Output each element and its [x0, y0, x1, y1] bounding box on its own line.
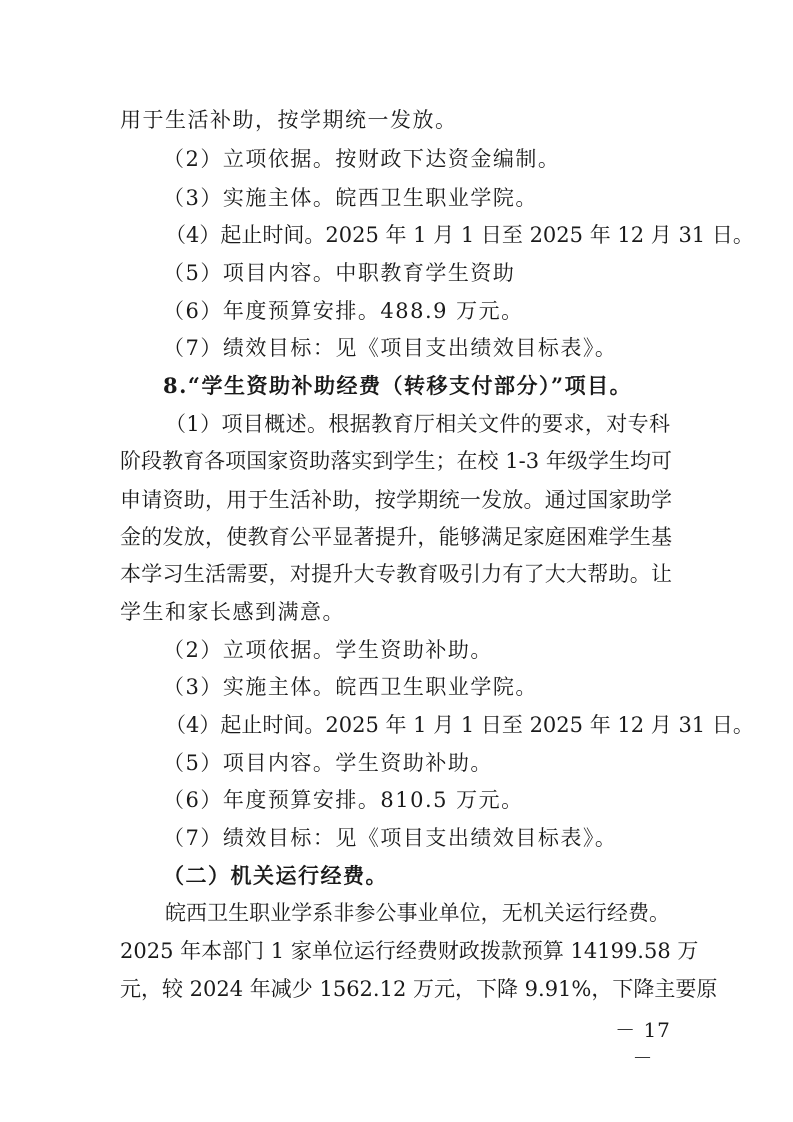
body-line: 申请资助，用于生活补助，按学期统一发放。通过国家助学 — [120, 488, 672, 512]
body-line: （7）绩效目标：见《项目支出绩效目标表》。 — [163, 336, 618, 360]
body-line: 2025 年本部门 1 家单位运行经费财政拨款预算 14199.58 万 — [120, 939, 699, 963]
body-line: 阶段教育各项国家资助落实到学生；在校 1-3 年级学生均可 — [120, 449, 672, 473]
body-line: （2）立项依据。学生资助补助。 — [163, 638, 493, 662]
body-line: （4）起止时间。2025 年 1 月 1 日至 2025 年 12 月 31 日。 — [165, 223, 754, 247]
body-line: 金的发放，使教育公平显著提升，能够满足家庭困难学生基 — [120, 525, 672, 549]
body-line: （5）项目内容。学生资助补助。 — [163, 751, 493, 775]
body-line: （6）年度预算安排。488.9 万元。 — [163, 299, 524, 323]
body-line: 学生和家长感到满意。 — [120, 600, 345, 624]
subsection-heading: （二）机关运行经费。 — [163, 863, 388, 888]
page-number: － 17 － — [615, 1018, 671, 1070]
body-line: 皖西卫生职业学系非参公事业单位，无机关运行经费。 — [165, 901, 670, 925]
body-line: （3）实施主体。皖西卫生职业学院。 — [163, 675, 538, 699]
body-line: 用于生活补助，按学期统一发放。 — [120, 108, 458, 132]
body-line: （6）年度预算安排。810.5 万元。 — [163, 788, 524, 812]
body-line: （3）实施主体。皖西卫生职业学院。 — [163, 186, 538, 210]
section-heading: 8.“学生资助补助经费（转移支付部分）”项目。 — [163, 373, 633, 398]
body-line: （2）立项依据。按财政下达资金编制。 — [163, 147, 561, 171]
body-line: （5）项目内容。中职教育学生资助 — [163, 261, 516, 285]
body-line: （1）项目概述。根据教育厅相关文件的要求，对专科 — [165, 412, 670, 436]
body-line: （7）绩效目标：见《项目支出绩效目标表》。 — [163, 826, 618, 850]
body-line: 元，较 2024 年减少 1562.12 万元，下降 9.91%，下降主要原 — [120, 977, 718, 1001]
body-line: 本学习生活需要，对提升大专教育吸引力有了大大帮助。让 — [120, 562, 672, 586]
body-line: （4）起止时间。2025 年 1 月 1 日至 2025 年 12 月 31 日。 — [165, 713, 754, 737]
